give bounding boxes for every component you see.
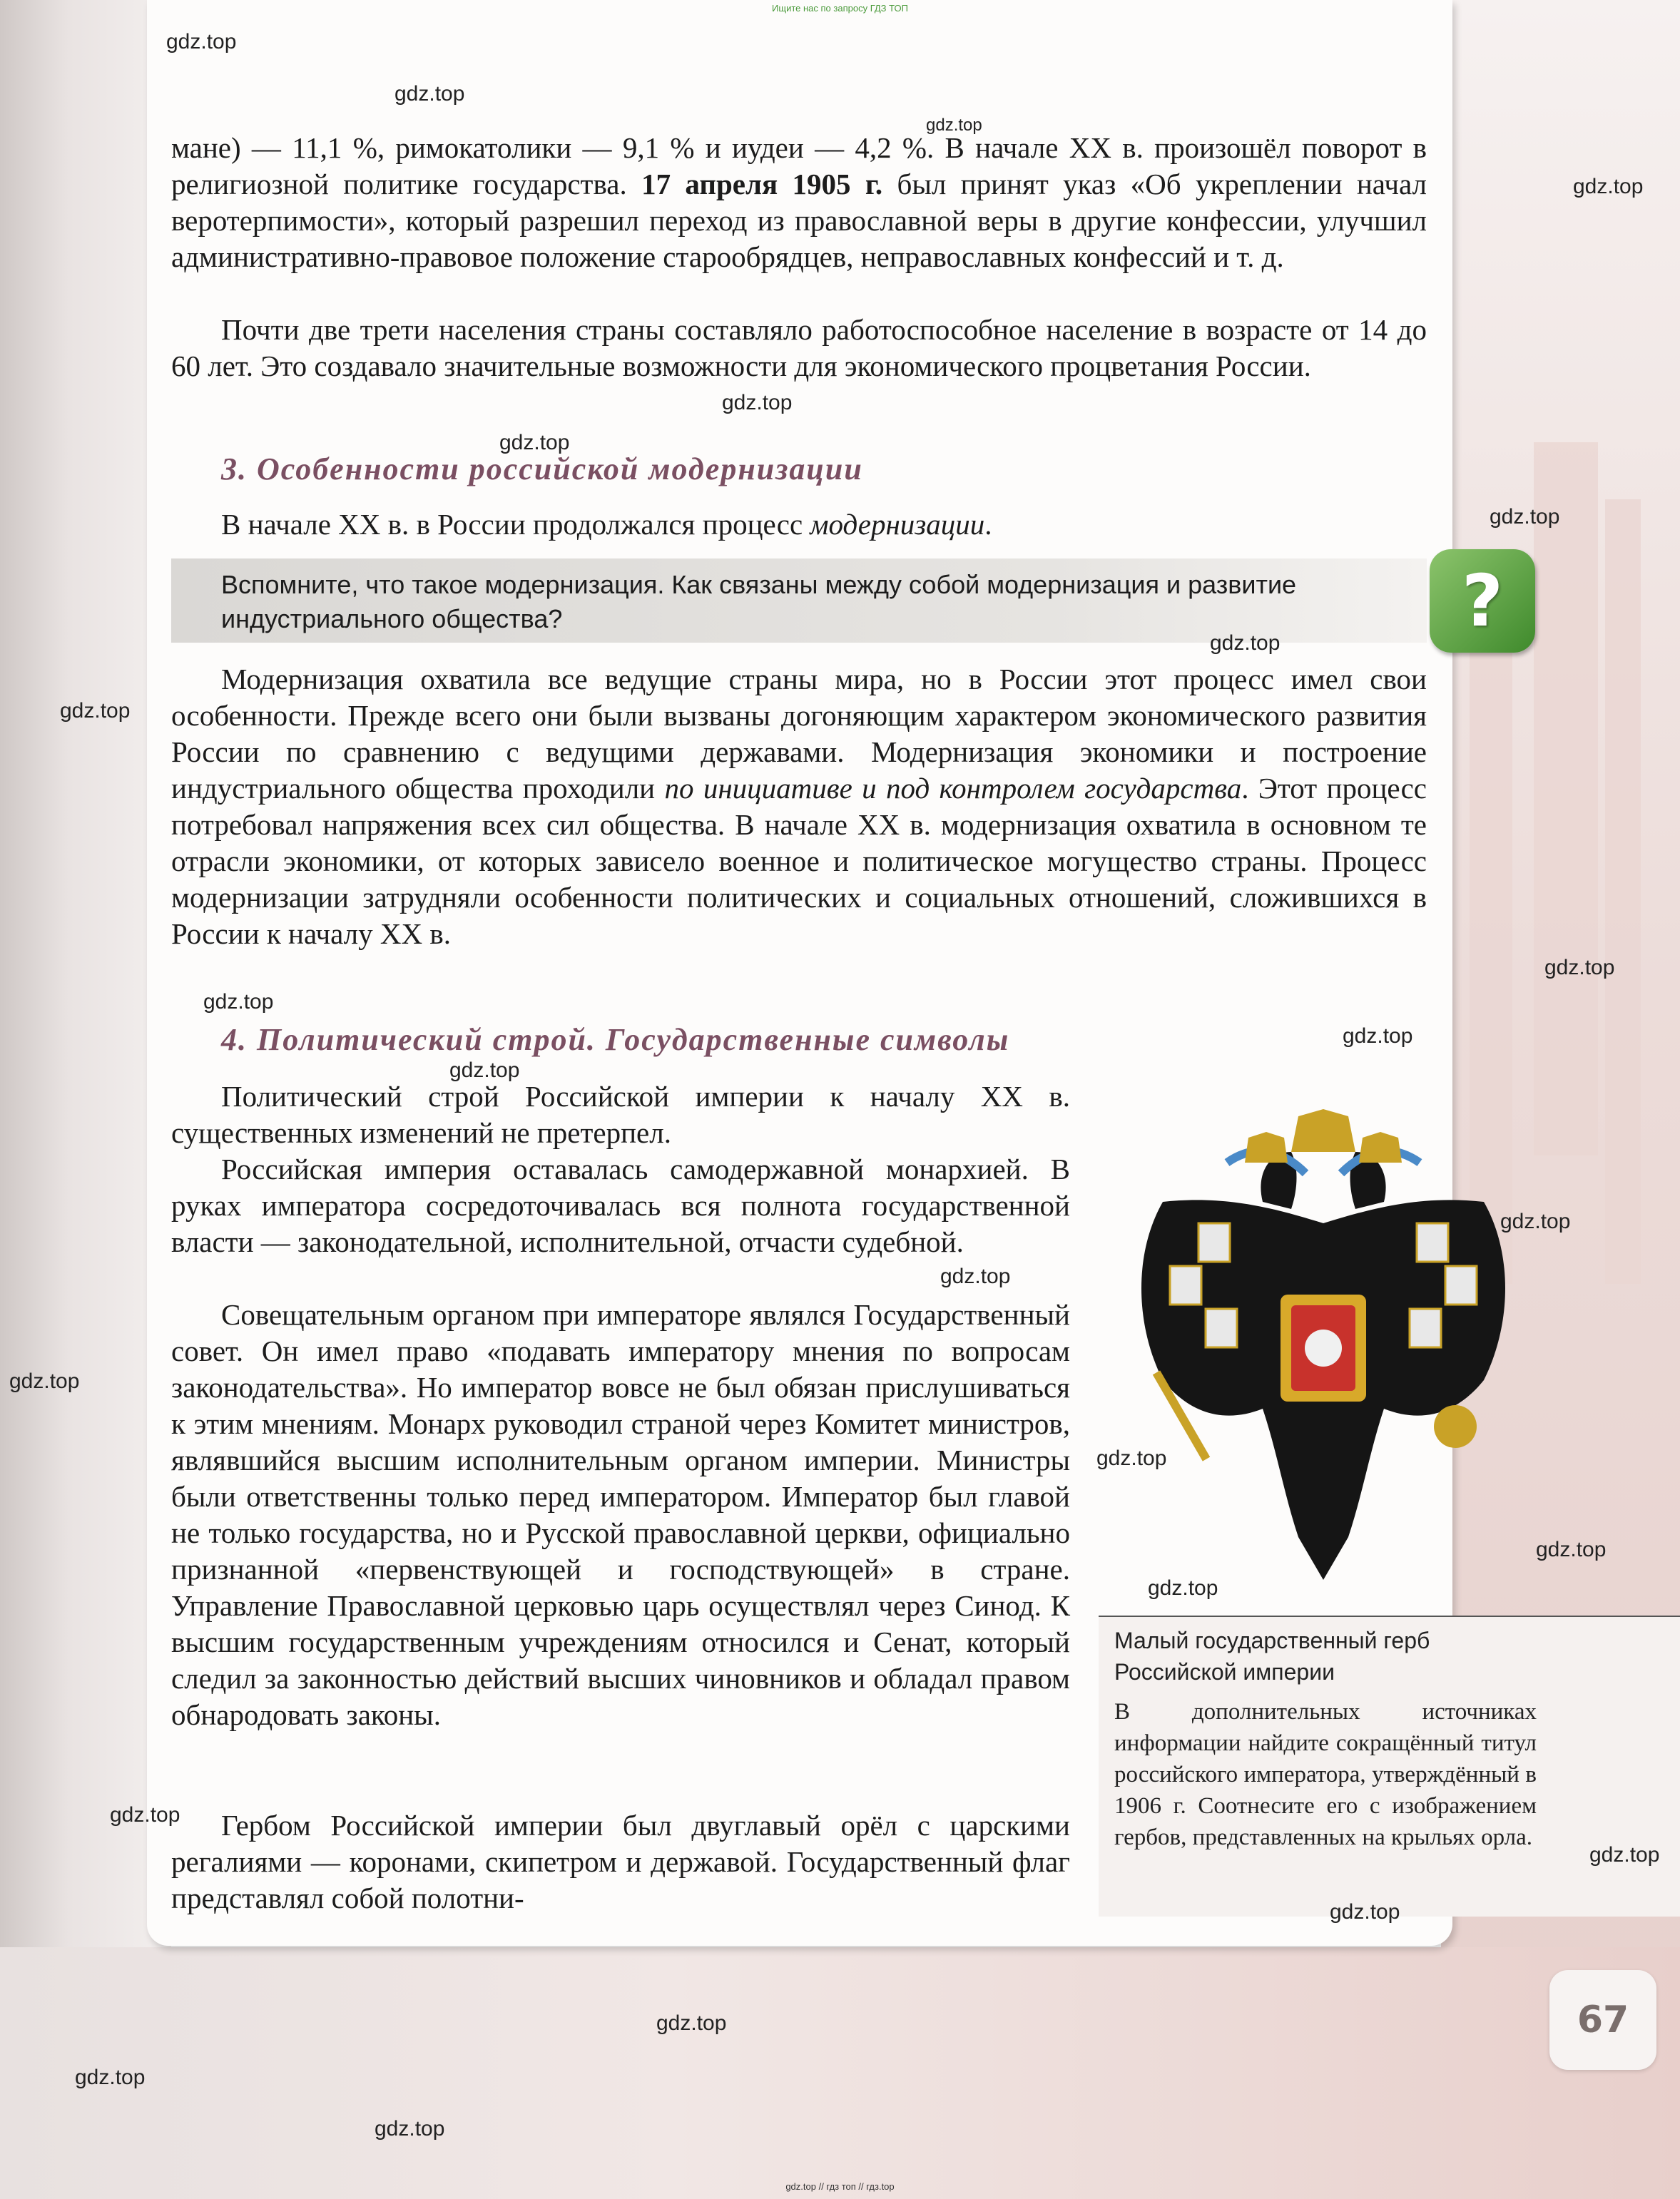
paragraph-political-system: Политический строй Российской империи к началу XX в. существенных изменений не претерпел. (171, 1080, 1070, 1149)
watermark: gdz.top (394, 82, 465, 106)
watermark: gdz.top (449, 1058, 520, 1082)
paragraph-religion: мане) — 11,1 %, римокатолики — 9,1 % и иудеи — 4,2 %. В начале XX в. произошёл поворот в религиозной политике государства. 17 апреля 1905 г. был принят указ «Об укреплении начал веротерпимости», который разрешил переход из православной веры в другие конфессии, улучшил административно-правовое положение старообрядцев, неправославных конфессий и т. д. (171, 131, 1427, 273)
paragraph-state-council: Совещательным органом при императоре являлся Государственный совет. Он имел право «подавать императору мнения по вопросам законодательства». Но император вовсе не был обязан прислушиваться к этим мнениям. Монарх руководил страной через Комитет министров, являвшийся высшим исполнительным органом империи. Министры были ответственны только перед императором. Император был главой не только государства, но и Русской православной церкви, официально признанной «первенствующей и господствующей» в стране. Управление Православной церковью царь осуществлял через Синод. К высшим государственным учреждениям относился и Сенат, который следил за законностью действий высших чиновников и обладал правом обнародовать законы. (171, 1298, 1070, 1731)
watermark: gdz.top (1210, 631, 1281, 655)
watermark: gdz.top (1500, 1210, 1571, 1233)
date-highlight: 17 апреля 1905 г. (641, 168, 883, 200)
page-number-badge (1549, 1970, 1656, 2070)
watermark: gdz.top (1573, 175, 1644, 198)
watermark: gdz.top (656, 2011, 727, 2035)
watermark: gdz.top (110, 1803, 180, 1827)
question-icon: ? (1430, 549, 1535, 653)
paragraph-modernization-intro: В начале XX в. в России продолжался процесс модернизации. (221, 508, 992, 541)
watermark: gdz.top (75, 2066, 146, 2089)
watermark: gdz.top (1589, 1843, 1660, 1867)
paragraph-population: Почти две трети населения страны составляло работоспособное население в возрасте от 14 до 60 лет. Это создавало значительные возможности для экономического процветания России. (171, 313, 1427, 382)
left-binding-margin (0, 0, 171, 2199)
watermark: gdz.top (166, 30, 237, 53)
footer-note: gdz.top // гдз топ // гдз.top (785, 2181, 895, 2192)
watermark: gdz.top (499, 431, 570, 454)
watermark: gdz.top (1490, 505, 1560, 529)
watermark: gdz.top (1330, 1900, 1400, 1924)
watermark: gdz.top (926, 116, 982, 135)
section-heading-3: 3. Особенности российской модернизации (221, 451, 863, 486)
watermark: gdz.top (9, 1369, 80, 1393)
paragraph-coat-of-arms: Гербом Российской империи был двуглавый орёл с царскими регалиями — коронами, скипетром и державой. Государственный флаг представлял собой полотни- (171, 1809, 1070, 1914)
page-number: 67 (1577, 1999, 1629, 2041)
paragraph-autocracy: Российская империя оставалась самодержавной монархией. В руках императора сосредоточивалась вся полнота государственной власти — законодательной, исполнительной, отчасти судебной. (171, 1153, 1070, 1258)
header-note: Ищите нас по запросу ГДЗ ТОП (772, 3, 908, 14)
caption-title: Малый государственный герб Российской империи (1114, 1628, 1430, 1685)
caption-task: В дополнительных источниках информации найдите сокращённый титул российского императора, утверждённый в 1906 г. Соотнесите его с изображением гербов, представленных на крыльях орла. (1114, 1699, 1537, 1850)
watermark: gdz.top (1148, 1576, 1218, 1600)
watermark: gdz.top (375, 2117, 445, 2141)
watermark: gdz.top (60, 699, 131, 723)
watermark: gdz.top (722, 391, 793, 414)
section-heading-4: 4. Политический строй. Государственные символы (221, 1022, 1010, 1057)
paragraph-modernization-features: Модернизация охватила все ведущие страны мира, но в России этот процесс имел свои особенности. Прежде всего они были вызваны догоняющим характером экономического развития России по сравнению с ведущими державами. Модернизация экономики и построение индустриального общества проходили по инициативе и под контролем государства. Этот процесс потребовал напряжения всех сил общества. В начале XX в. модернизация охватила в основном те отрасли экономики, от которых зависело военное и политическое могущество страны. Процесс модернизации затрудняли особенности политических и социальных отношений, сложившихся в России к началу XX в. (171, 663, 1427, 950)
watermark: gdz.top (940, 1265, 1011, 1288)
bottom-background-illustration (0, 1947, 1680, 2199)
watermark: gdz.top (1343, 1024, 1413, 1048)
coat-of-arms-eagle-image (1120, 1109, 1527, 1594)
question-text: Вспомните, что такое модернизация. Как связаны между собой модернизация и развитие индустриального общества? (221, 570, 1297, 633)
watermark: gdz.top (1096, 1447, 1167, 1470)
watermark: gdz.top (1544, 956, 1615, 979)
watermark: gdz.top (203, 990, 274, 1014)
watermark: gdz.top (1536, 1538, 1607, 1561)
